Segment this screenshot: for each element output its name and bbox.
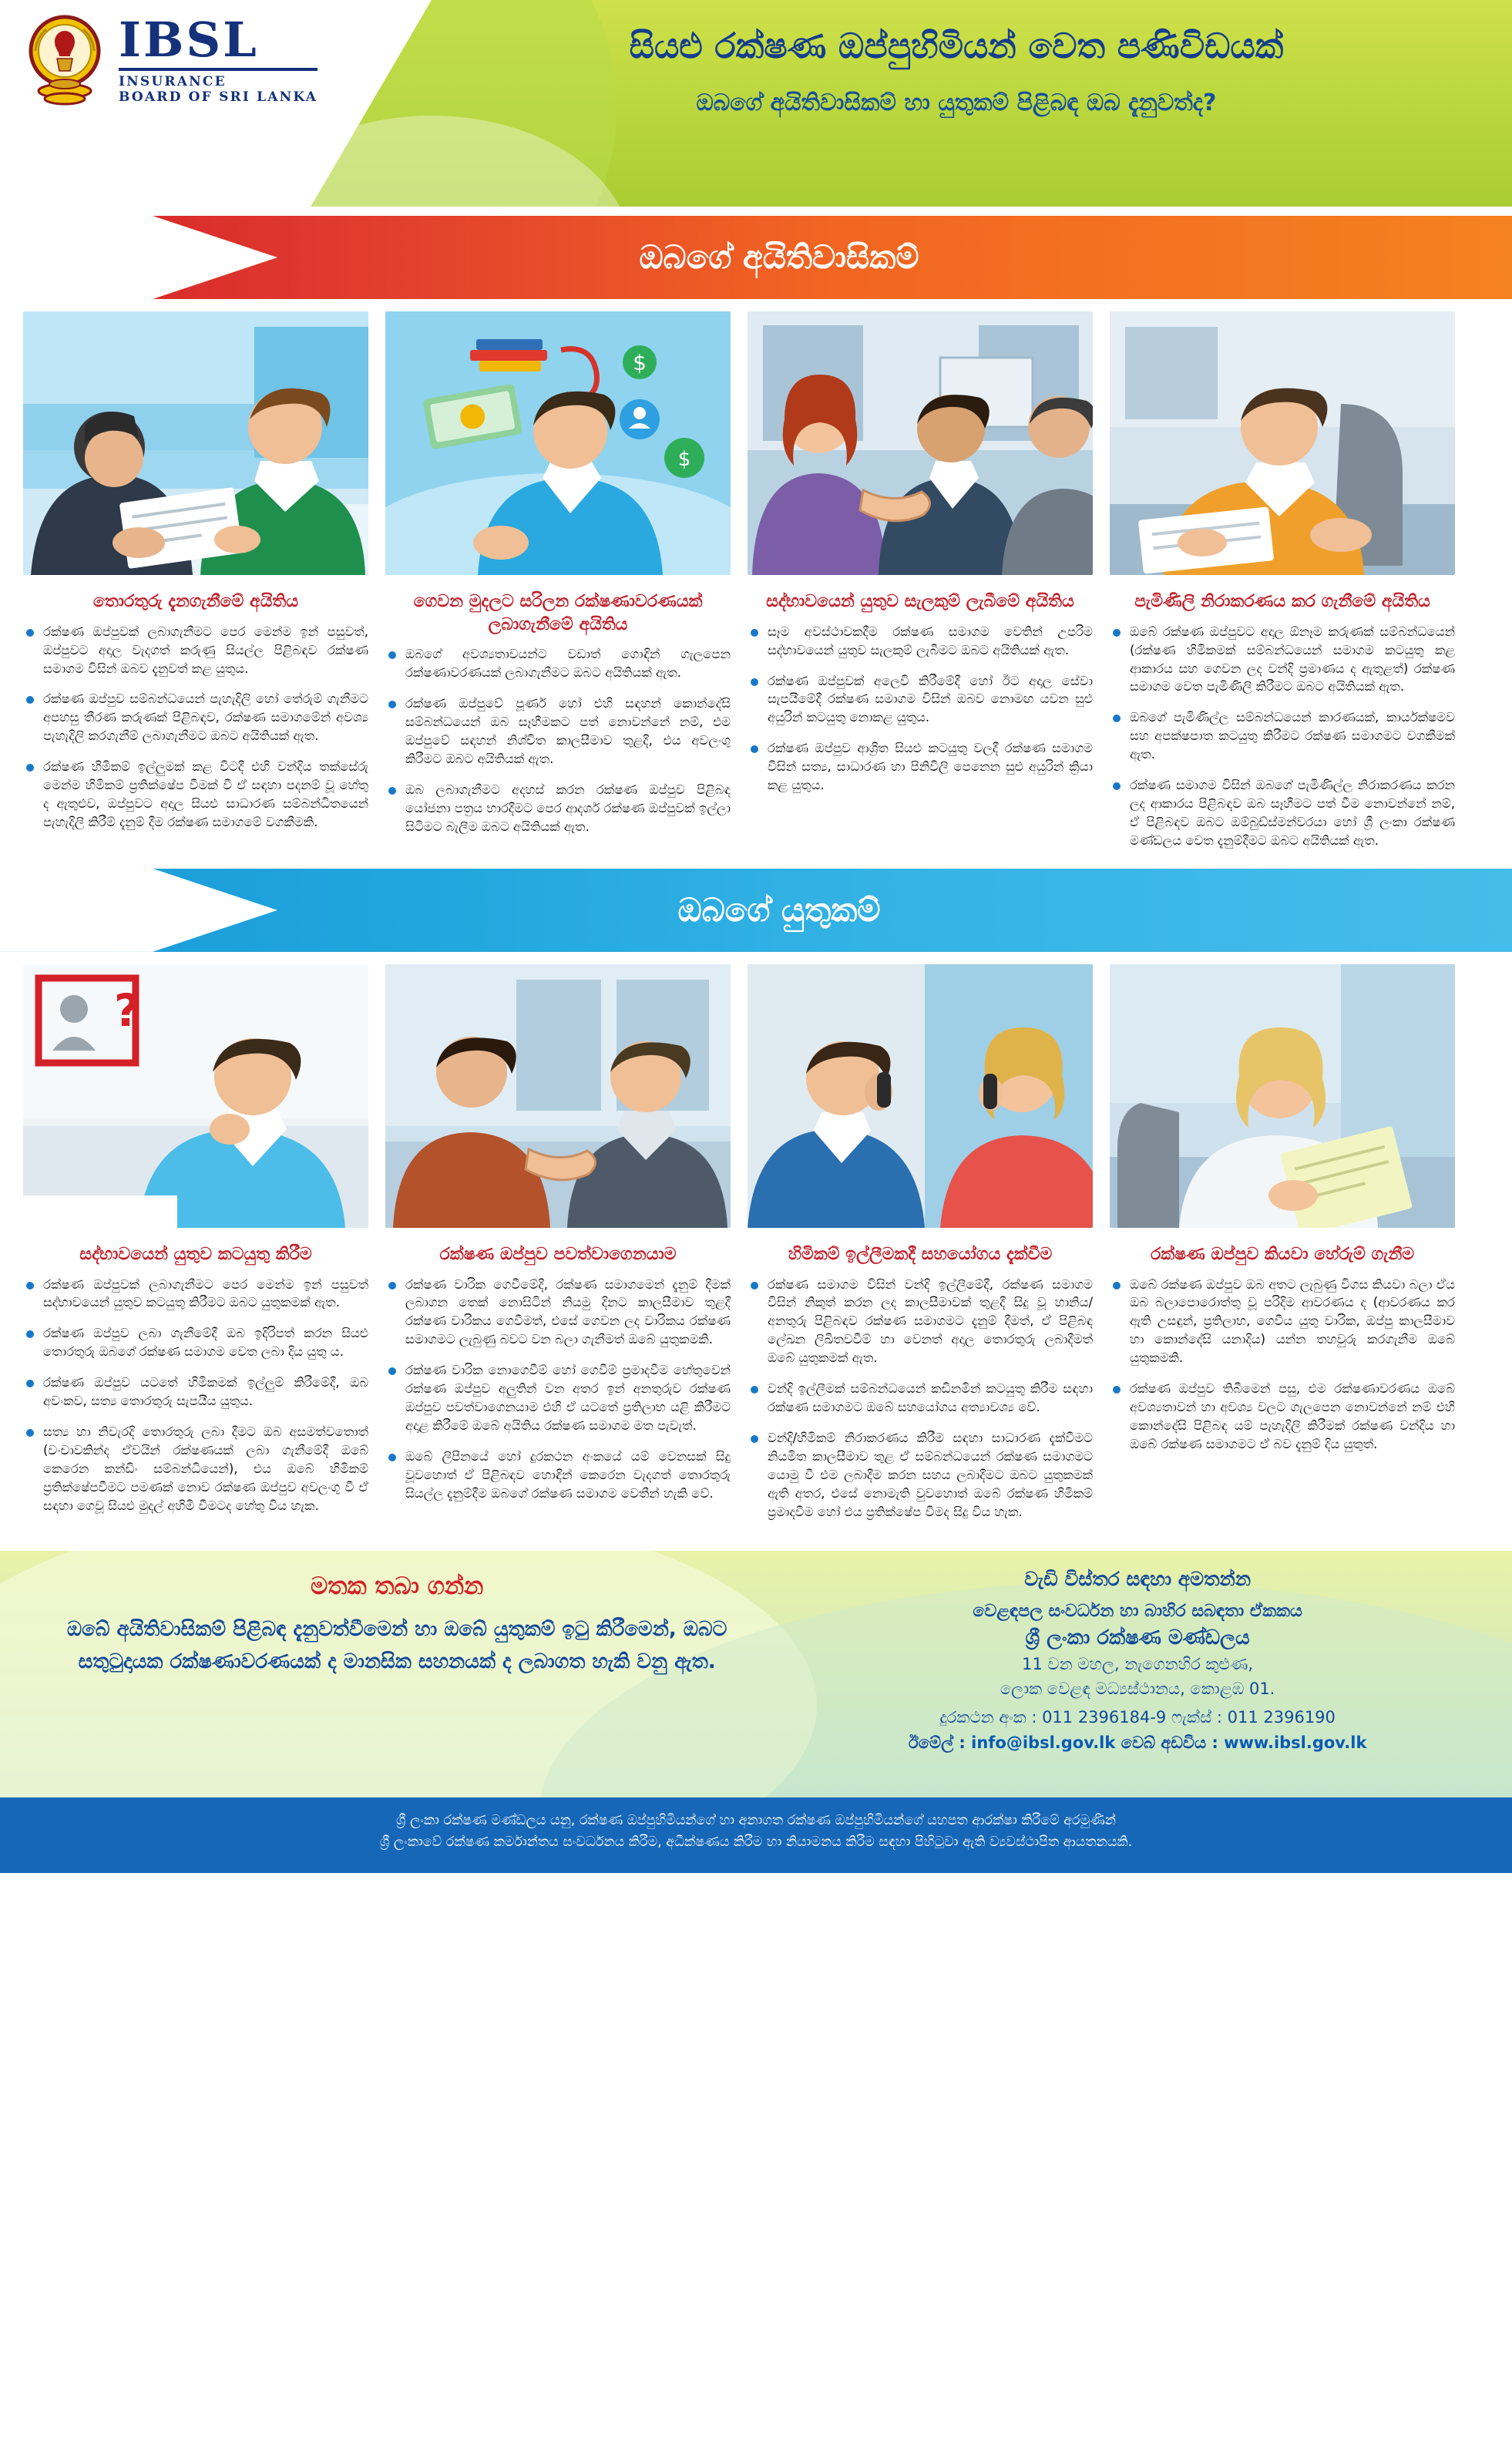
list-item: රක්ෂණ ඔප්පුව සම්බන්ධයෙන් පැහැදිලි හෝ තේරුම් ගැනීමට අපහසු තීරණ කරුණක් පිළිබඳව, රක්ෂණ සමාගමේන් අවශ්‍ය පැහැදිලි කරගැනීම් ලබාගැනීමට ඔබට අයිතියක් ඇත. — [23, 690, 368, 745]
remember-body: ඔබේ අයිතිවාසිකම් පිළිබඳ දැනුවත්වීමෙන් හා ඔබේ යුතුකම් ඉටු කිරීමෙන්, ඔබට සතුටුදායක රක්ෂණාවරණයක් ද මානසික සහනයක් ද ලබාගත හැකි වනු ඇත. — [66, 1617, 727, 1673]
list-item: ඔබේ ලිපිනයේ හෝ දුරකථන අංකයේ යම් වෙනසක් සිදු වූවහොත් ඒ පිළිබඳව හොඳින් කෙරෙන වැදගත් තොරතුරු සියල්ල දැනුම්දීම ඔබගේ රක්ෂණ සමාගම වෙතීන් හැකි වේ. — [385, 1448, 731, 1503]
poster-title: සියළු රක්ෂණ ඔප්පුහිමියන් වෙත පණිවිඩයක් — [629, 25, 1284, 66]
rights-card-2-title: ගෙවන මුදලට සරිලන රක්ෂණාවරණයක් ලබාගැනීමේ අයිතිය — [413, 592, 703, 634]
rights-card-grid — [0, 299, 1512, 869]
rights-card-4 — [1110, 311, 1455, 862]
header-divider — [0, 207, 1512, 216]
duties-card-2 — [385, 964, 731, 1534]
sri-lanka-national-emblem-icon — [22, 11, 108, 109]
rights-card-3-bullets — [748, 623, 1093, 795]
man-with-money-and-benefits-icons-image — [385, 311, 731, 575]
section-banner-duties-label: ඔබගේ යුතුකම් — [677, 890, 881, 929]
website-url[interactable]: www.ibsl.gov.lk — [1224, 1733, 1367, 1752]
duties-card-4-bullets — [1110, 1276, 1455, 1454]
list-item: වන්දි/හිමිකම් නිරාකරණය කිරීම සඳහා සාධාරණ දැක්වීමට නියමිත කාලසීමාව තුළ ඒ සම්බන්ධයෙන් රක්ෂණ සමාගමට යොමු වී එම ලබාදීම කරන සහය ලබාදීමට ඔබට යුතුකමක් ඇති අතර, එසේ නොමැති වුවහොත් ඔබේ රක්ෂණ හිමිකම් ප්‍රමාදවීම හෝ එය ප්‍රතික්ෂේප වීමද සිදු විය හැක. — [748, 1429, 1093, 1522]
duties-card-1-title: සද්භාවයෙන් යුතුව කටයුතු කිරීම — [79, 1244, 312, 1264]
rights-card-3-title: සද්භාවයෙන් යුතුව සැලකුම් ලැබීමේ අයිතිය — [766, 592, 1074, 611]
contact-email-row — [794, 1733, 1481, 1753]
email-label: ඊමේල් : — [908, 1733, 966, 1752]
rights-card-2-bullets — [385, 645, 731, 836]
svg-text:$: $ — [633, 350, 647, 375]
list-item: රක්ෂණ වාරික ගෙවීමේදී, රක්ෂණ සමාගමෙන් දැනුම් දීමක් ලබාගන තෙක් නොසිටින් නියමු දිනට කාලසීමාව තුළදී රක්ෂණ වාරිකය ගෙවීමත්, එසේ ගෙවන ලද වාරිකය රක්ෂණ සමාගමට ලැබුණු බවට වන බලා ගැනීමත් ඔබේ යුතුකමකි. — [385, 1276, 731, 1350]
remember-title: මතක තබා ගන්න — [310, 1572, 484, 1600]
rights-card-1 — [23, 311, 368, 862]
email-address[interactable]: info@ibsl.gov.lk — [971, 1733, 1116, 1752]
section-banner-rights — [0, 216, 1512, 299]
list-item: රක්ෂණ හිමිකම් ඉල්ලුමක් කළ විටදී එහි වන්දිය තක්සේරු මෙන්ම හිමිකම් ප්‍රතික්ෂේප වීමක් වී ඒ සඳහා පදනම් වූ හේතු ද ඇතුළුව, ඔප්පුවට අදාල සියළු සාධාරණ සම්බන්ධිතයෙන් පැහැදිලි කිරීම් දැනුම් දීම රක්ෂණ සමාගමේ වගකීමකි. — [23, 758, 368, 832]
list-item: රක්ෂණ ඔප්පුව තිබීමෙන් පසු, එම රක්ෂණාවරණය ඔබේ අවශ්‍යතාවන් හා අවශ්‍ය වලට ගැලපෙන නොවන්නේ නම් එහි කොන්දේසි පිළිබඳ යම් පැහැදිලි කිරීමක් රක්ෂණ වන්දිය හා ඔබේ රක්ෂණ සමාගමට ඒ බව දැනුම් දිය යුතුත්. — [1110, 1380, 1455, 1454]
duties-card-1-bullets — [23, 1276, 368, 1515]
business-handshake-meeting-in-office-image — [748, 311, 1093, 575]
website-label: වෙබ් අඩවිය : — [1121, 1733, 1218, 1752]
list-item: ඔබ ලබාගැනීමට අදහස් කරන රක්ෂණ ඔප්පුව පිළිබඳ යෝජනා පත්‍රය භාරදීමට පෙර ආදර්ශ රක්ෂණ ඔප්පුවක් ඉල්ලා සිටිමට බැලීම ඔබට අයිතියක් ඇත. — [385, 781, 731, 836]
list-item: ඔබගේ පැමිණිල්ල සම්බන්ධයෙන් කාරණයක්, කාර්යක්ෂමව සහ අපක්ෂපාත කටයුතු කිරීමට රක්ෂණ සමාගමට වගකීමක් ඇත. — [1110, 708, 1455, 764]
list-item: සෑම අවස්ථාවකදීම රක්ෂණ සමාගම වෙතින් උපරිම සද්භාවයෙන් යුතුව සැලකුම් ලැබීමට ඔබට අයිතියක් ඇත. — [748, 623, 1093, 660]
duties-card-1 — [23, 964, 368, 1534]
list-item: රක්ෂණ ඔප්පුව ආශ්‍රිත සියළු කටයුතු වලදී රක්ෂණ සමාගම විසින් සත්‍ය, සාධාරණ හා පිනිවිලි පෙනෙන සුළු අයුරින් ක්‍රියා කළ යුතුය. — [748, 739, 1093, 795]
svg-text:?: ? — [114, 984, 140, 1037]
contact-title: වැඩි විස්තර සඳහා අමතන්න — [1024, 1567, 1252, 1590]
list-item: ඔබේ රක්ෂණ ඔප්පුවට අදාල ඕනෑම කරුණක් සම්බන්ධයෙන් (රක්ෂණ හිමිකමක් සම්බන්ධයෙන් සමාගම කටයුතු කළ ආකාරය සහ ගෙවන ලද වන්දි ප්‍රමාණය ද ඇතුළත්) රක්ෂණ සමාගම වෙත පැමිණිලි කිරීමට ඔබට අයිතියක් ඇත. — [1110, 623, 1455, 697]
duties-card-4 — [1110, 964, 1455, 1534]
contact-phone: දුරකථන අංක : 011 2396184-9 ෆැක්ස් : 011 2396190 — [939, 1708, 1336, 1727]
list-item: වන්දි ඉල්ලීමක් සම්බන්ධයෙන් කඩිනමින් කටයුතු කිරීම සඳහා රක්ෂණ සමාගමට ඔබේ සහයෝගය අත්‍යාවශ්‍ය වේ. — [748, 1380, 1093, 1417]
bottom-disclaimer-bar — [0, 1797, 1512, 1873]
rights-card-4-title: පැමිණිලි නිරාකරණය කර ගැනීමේ අයිතිය — [1134, 592, 1430, 611]
contact-address-line-1: 11 වන මහල, නැගෙනහිර කුළුණ, — [1022, 1655, 1254, 1674]
poster-header — [0, 0, 1512, 207]
contact-block — [786, 1551, 1512, 1797]
list-item: රක්ෂණ වාරික නොගෙවීම් හෝ ගෙවීම් ප්‍රමාදවීම හේතුවෙන් රක්ෂණ ඔප්පුව අලුතින් වන අතර ඉන් අනතුරුව රක්ෂණ ඔප්පුව පවත්වාගෙනයාම එහි ඒ යටතේ ප්‍රතිලාභ යළි කිරීමට අදාළ කිරීමේ ඔබේ අයිතිය රක්ෂණ සමාගම මත පැවැත්. — [385, 1361, 731, 1435]
list-item: සත්‍ය හා නිවැරදි තොරතුරු ලබා දීමට ඔබ අසමත්වතොත් (වංචාවකින්ද ඒවයින් රක්ෂණයක් ලබා ගැනීමේදී ඔබේ කෙරෙන කන්ඩිං සම්බන්ධියෙන්), එය ඔබේ හිමිකම් ප්‍රතික්ෂේපවීමට පමණක් නොව රක්ෂණ ඔප්පුව අවලංගු වී ඒ සඳහා ගෙවූ සියළු මුදල් අහිමි වීමටද හේතු විය හැක. — [23, 1423, 368, 1515]
poster-footer — [0, 1551, 1512, 1797]
disclaimer-line-1: ශ්‍රී ලංකා රක්ෂණ මණ්ඩලය යනු, රක්ෂණ ඔප්පුහිමියන්ගේ හා අනාගත රක්ෂණ ඔප්පුහිමියන්ගේ යහපත ආරක්ෂා කිරීමේ අරමුණින් — [396, 1812, 1116, 1828]
duties-card-3-title: හිමිකම් ඉල්ලීමකදී සහයෝගය දැක්වීම — [788, 1244, 1053, 1264]
people-on-phone-calls-support-image — [748, 964, 1093, 1228]
man-thinking-with-question-mark-icon-image — [23, 964, 368, 1228]
duties-card-2-title: රක්ෂණ ඔප්පුව පවත්වාගෙනයාම — [439, 1244, 677, 1264]
remember-block — [0, 1551, 786, 1797]
contact-organisation: ශ්‍රී ලංකා රක්ෂණ මණ්ඩලය — [1025, 1626, 1250, 1649]
list-item: රක්ෂණ ඔප්පුවක් ලබාගැනීමට පෙර මෙන්ම ඉන් පසුවත්, ඔප්පුවට අදාල වැදගත් කරුණු සියල්ල පිළිබඳව රක්ෂණ සමාගම විසින් ඔබව දැනුවත් කළ යුතුය. — [23, 623, 368, 678]
man-at-desk-filing-a-complaint-image — [1110, 311, 1455, 575]
duties-card-3 — [748, 964, 1093, 1534]
logo-wordmark: IBSL — [119, 12, 259, 68]
section-banner-rights-label: ඔබගේ අයිතිවාසිකම් — [639, 238, 919, 276]
svg-text:$: $ — [677, 448, 691, 471]
rights-card-1-title: තොරතුරු දැනගැනීමේ අයිතිය — [92, 592, 299, 611]
list-item: රක්ෂණ ඔප්පුව ලබා ගැනීමේදී ඔබ ඉදිරිපත් කරන සියළු තොරතුරු ඔබගේ රක්ෂණ සමාගම වෙත ලබා දිය යුතු ය. — [23, 1324, 368, 1361]
rights-card-1-bullets — [23, 623, 368, 832]
contact-unit: වෙළඳපල සංවර්ධන හා බාහිර සබඳතා ඒකකය — [973, 1601, 1302, 1621]
poster-subtitle: ඔබගේ අයිතිවාසිකම් හා යුතුකම් පිළිබඳ ඔබ දැනුවත්ද? — [696, 89, 1217, 117]
two-men-handshake-renewing-policy-image — [385, 964, 731, 1228]
duties-card-grid — [0, 952, 1512, 1540]
section-banner-duties — [0, 869, 1512, 952]
duties-card-3-bullets — [748, 1276, 1093, 1522]
list-item: රක්ෂණ ඔප්පුවේ පූර්ණ හෝ එහි සඳහන් කොන්දේසි සම්බන්ධයෙන් ඔබ සෑහීමකට පත් නොවන්නේ නම්, එම ඔප්පුවේ සඳහන් නිශ්චිත කාලසීමාව තුළදී, එය අවලංගු කිරීමට ඔබට අයිතියක් ඇත. — [385, 694, 731, 768]
rights-card-3 — [748, 311, 1093, 862]
list-item: රක්ෂණ සමාගම විසින් වන්දි ඉල්ලීමේදී, රක්ෂණ සමාගම විසින් නිකුත් කරන ලද කාලසීමාවක් තුළදී සිදු වූ හානිය/ අනතුරු පිළිබඳව රක්ෂණ සමාගමට දැනුම් දීමත්, ඒ පිළිබඳ ලේඛන ලිඛිතවවීම් හා වෙනත් අදාල තොරතුරු ලබාදීමත් ඔබේ යුතුකමක් ඇත. — [748, 1276, 1093, 1368]
logo-subtitle-1: INSURANCE — [119, 74, 227, 89]
woman-reading-policy-document-image — [1110, 964, 1455, 1228]
list-item: රක්ෂණ ඔප්පුවක් අලෙවි කිරීමේදී හෝ ඊට අදාල සේවා සැපයීමේදී රක්ෂණ සමාගම විසින් ඔබව නොමඟ යවන සුළු අයුරින් කටයුතු නොකළ යුතුය. — [748, 672, 1093, 728]
list-item: රක්ෂණ සමාගම විසින් ඔබගේ පැමිණිල්ල නිරාකරණය කරන ලද ආකාරය පිළිබඳව ඔබ සෑහීමට පත් වීම නොවන්නේ නම්, ඒ පිළිබඳව ඔබට ඔම්බුඩ්ස්මන්වරයා හෝ ශ්‍රී ලංකා රක්ෂණ මණ්ඩලය වෙත දැනුම්දීමට ඔබට අයිතියක් ඇත. — [1110, 776, 1455, 850]
rights-card-2 — [385, 311, 731, 862]
list-item: ඔබගේ අවශ්‍යතාවයන්ට වඩාත් ගොඳින් ගැලපෙන රක්ෂණාවරණයක් ලබාගැනීමට ඔබට අයිතියක් ඇත. — [385, 645, 731, 682]
contact-address-line-2: ලොක වෙළඳ මධ්‍යස්ථානය, කොළඹ 01. — [1000, 1679, 1275, 1698]
list-item: රක්ෂණ ඔප්පුව යටතේ හිමිකමක් ඉල්ලුම් කිරීමේදී, ඔබ අවංකව, සත්‍ය තොරතුරු සැපයීය යුතුය. — [23, 1374, 368, 1411]
list-item: රක්ෂණ ඔප්පුවක් ලබාගැනීමට පෙර මෙන්ම ඉන් පසුවත් සද්භාවයෙන් යුතුව කටයුතු කිරීමට ඔබට යුතුකමක් ඇත. — [23, 1276, 368, 1313]
duties-card-4-title: රක්ෂණ ඔප්පුව කියවා හේරුම් ගැනීම — [1150, 1244, 1415, 1264]
list-item: ඔබේ රක්ෂණ ඔප්පුව ඔබ අතට ලැබුණු විගස කියවා බලා ඒය ඔබ බලාපොරොත්තු වූ පරිදිම ආවරණය ද (ආවරණය කර ඇති උසඳුන්, ප්‍රතිලාභ, ගෙවීය යුතු වාරික, ඔප්පු කාලසීමාව හා කොන්දේසි යනාදිය) යන්න තහවුරු කරගැනීම ඔබේ යුතුකමකි. — [1110, 1276, 1455, 1368]
ibsl-logo — [22, 11, 318, 109]
agent-explaining-document-to-client-image — [23, 311, 368, 575]
logo-rule — [119, 68, 318, 71]
disclaimer-line-2: ශ්‍රී ලංකාවේ රක්ෂණ කර්මාන්තය සංවර්ධනය කිරීම, අධීක්ෂණය කිරීම හා නියාමනය කිරීම සඳහා පිහිටුවා ඇති ව්‍යවස්ථාපිත ආයතනයකි. — [379, 1834, 1133, 1850]
logo-subtitle-2: BOARD OF SRI LANKA — [119, 89, 318, 105]
duties-card-2-bullets — [385, 1276, 731, 1503]
rights-card-4-bullets — [1110, 623, 1455, 850]
header-title-block — [432, 25, 1481, 118]
